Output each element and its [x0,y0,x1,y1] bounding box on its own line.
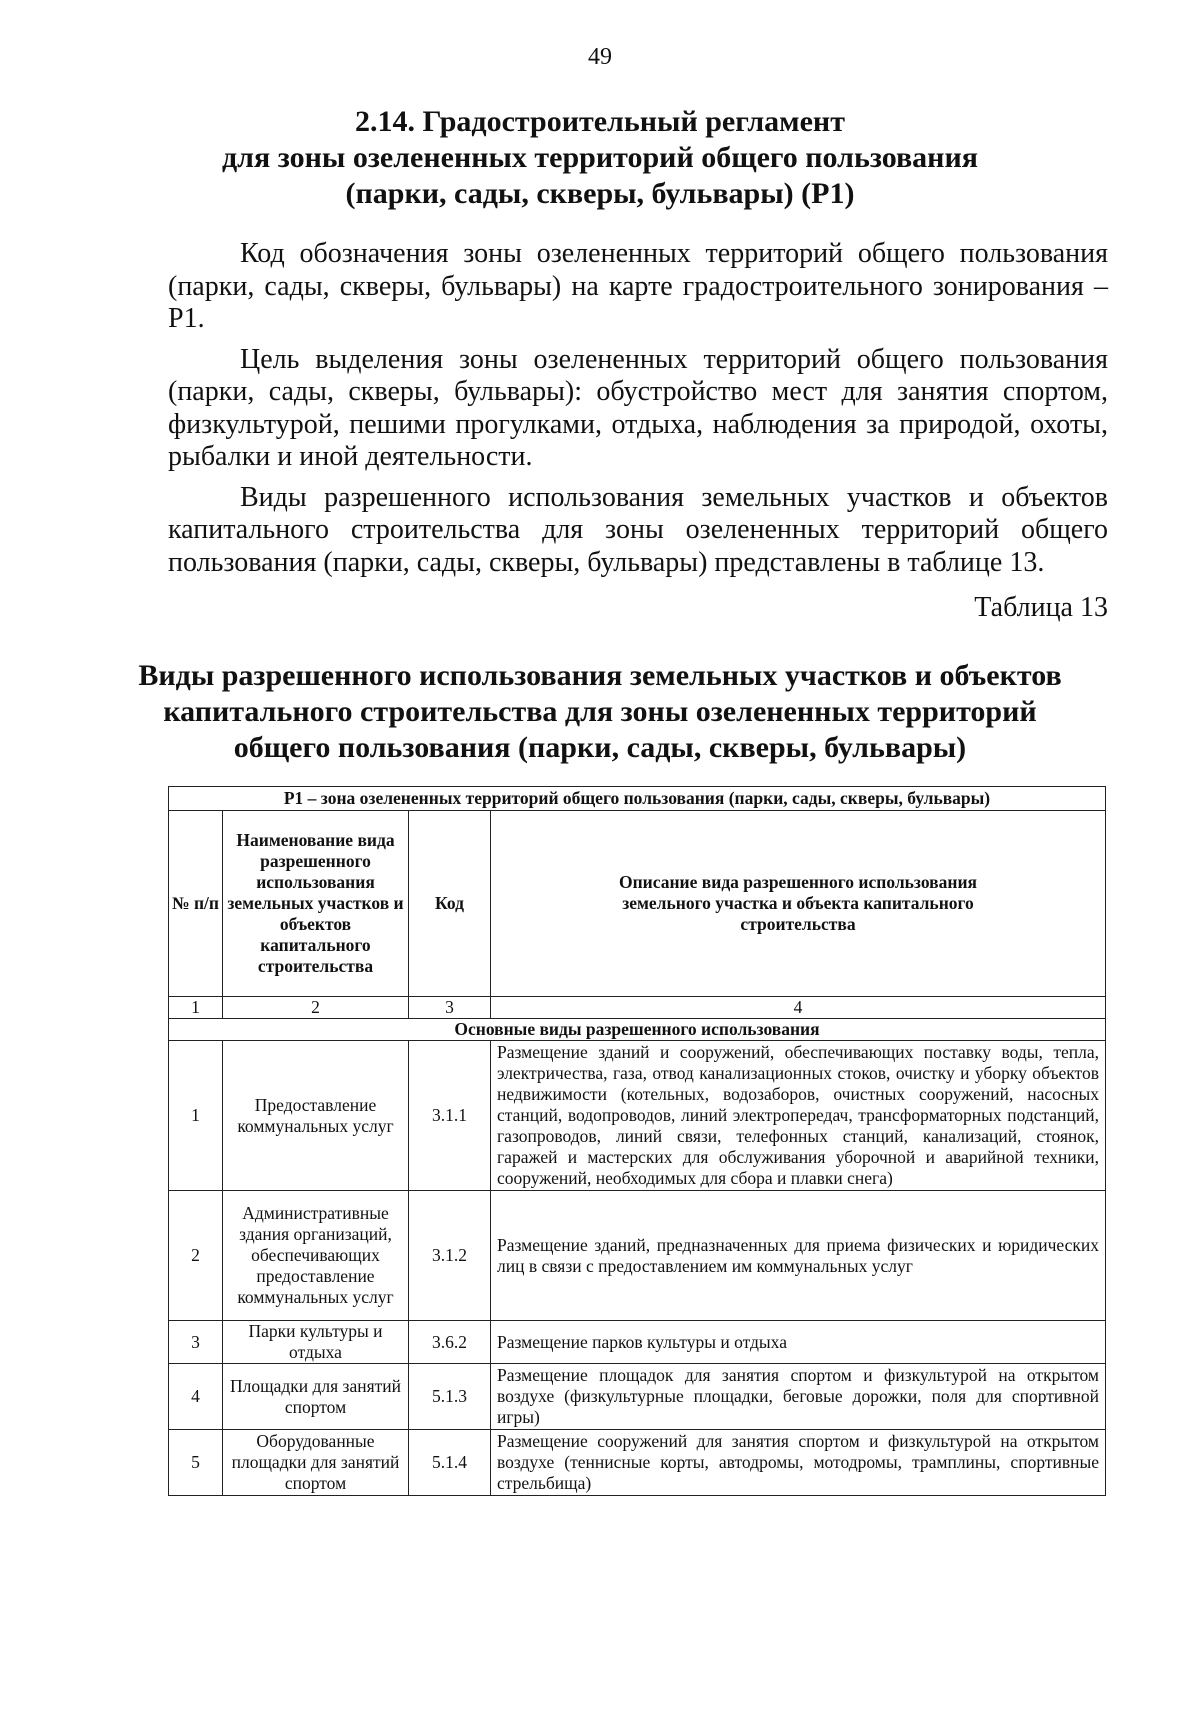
row-description: Размещение парков культуры и отдыха [491,1321,1106,1364]
section-title-line: (парки, сады, скверы, бульвары) (Р1) [345,177,855,210]
paragraph-zone-code: Код обозначения зоны озелененных территорий общего пользования (парки, сады, скверы, бульвары) на карте градостроительного зонирования – Р1. [168,238,1108,334]
section-title-line: для зоны озелененных территорий общего пользования [222,141,978,174]
header-use-name: Наименование вида разрешенного использования земельных участков и объектов капитального строительства [223,811,409,997]
row-description: Размещение сооружений для занятия спортом и физкультурой на открытом воздухе (теннисные корты, автодромы, мотодромы, трамплины, спортивные стрельбища) [491,1430,1106,1496]
zone-header-cell: Р1 – зона озелененных территорий общего пользования (парки, сады, скверы, бульвары) [169,787,1106,811]
row-number: 5 [169,1430,223,1496]
row-number: 2 [169,1191,223,1321]
header-description: Описание вида разрешенного использования земельного участка и объекта капитального строительства [491,811,1106,997]
table-row [169,1041,1106,1191]
column-number: 3 [409,997,491,1019]
row-code: 3.1.1 [409,1041,491,1191]
row-code: 5.1.4 [409,1430,491,1496]
column-number: 1 [169,997,223,1019]
row-use-name: Парки культуры и отдыха [223,1321,409,1364]
row-use-name: Оборудованные площадки для занятий спортом [223,1430,409,1496]
page-number: 49 [588,44,612,70]
row-description: Размещение площадок для занятия спортом и физкультурой на открытом воздухе (физкультурные площадки, беговые дорожки, поля для спортивной игры) [491,1364,1106,1430]
column-number: 4 [491,997,1106,1019]
section-title-line: 2.14. Градостроительный регламент [355,105,845,138]
row-use-name: Площадки для занятий спортом [223,1364,409,1430]
row-code: 3.6.2 [409,1321,491,1364]
header-code: Код [409,811,491,997]
table-row [169,1321,1106,1364]
row-number: 4 [169,1364,223,1430]
column-number: 2 [223,997,409,1019]
row-description: Размещение зданий и сооружений, обеспечивающих поставку воды, тепла, электричества, газа, отвод канализационных стоков, очистку и уборку объектов недвижимости (котельных, водозаборов, очистных сооружений, насосных станций, водопроводов, линий электропередач, трансформаторных подстанций, газопроводов, линий связи, телефонных станций, канализаций, стоянок, гаражей и мастерских для обслуживания уборочной и аварийной техники, сооружений, необходимых для сбора и плавки снега) [491,1041,1106,1191]
row-code: 5.1.3 [409,1364,491,1430]
row-description: Размещение зданий, предназначенных для приема физических и юридических лиц в связи с предоставлением им коммунальных услуг [491,1191,1106,1321]
row-number: 3 [169,1321,223,1364]
table-title [0,658,1200,766]
paragraph-permitted-uses: Виды разрешенного использования земельных участков и объектов капитального строительства для зоны озелененных территорий общего пользования (парки, сады, скверы, бульвары) представлены в таблице 13. [168,481,1108,578]
table-row [169,1430,1106,1496]
table-title-line: Виды разрешенного использования земельных участков и объектов [138,659,1062,692]
table-title-line: общего пользования (парки, сады, скверы, бульвары) [233,731,967,764]
group-header-main-uses: Основные виды разрешенного использования [169,1019,1106,1041]
row-number: 1 [169,1041,223,1191]
paragraph-zone-purpose: Цель выделения зоны озелененных территорий общего пользования (парки, сады, скверы, бульвары): обустройство мест для занятия спортом, физкультурой, пешими прогулками, отдыха, наблюдения за природой, охоты, рыбалки и иной деятельности. [168,343,1108,472]
table-label: Таблица 13 [974,592,1108,623]
body-text [168,238,1108,587]
table-row [169,1364,1106,1430]
row-use-name: Предоставление коммунальных услуг [223,1041,409,1191]
row-code: 3.1.2 [409,1191,491,1321]
permitted-uses-table [168,786,1106,1496]
section-title [0,104,1200,212]
table-row [169,1191,1106,1321]
row-use-name: Административные здания организаций, обеспечивающих предоставление коммунальных услуг [223,1191,409,1321]
header-number: № п/п [169,811,223,997]
table-title-line: капитального строительства для зоны озелененных территорий [163,695,1037,728]
